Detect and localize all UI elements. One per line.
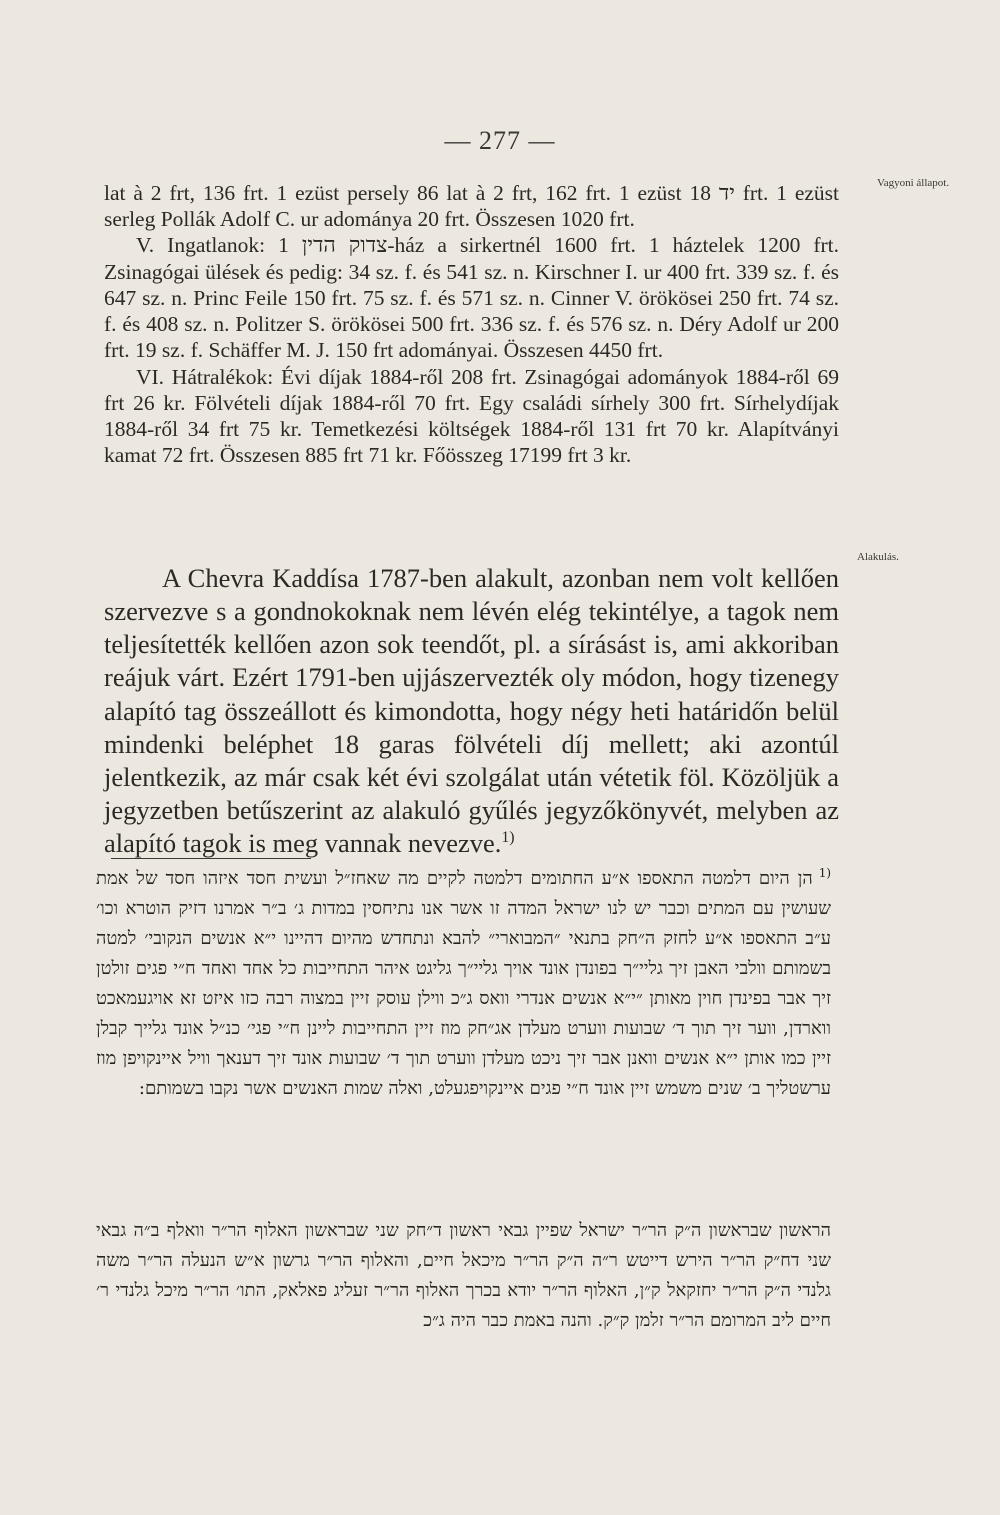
arrears-paragraph: VI. Hátralékok: Évi díjak 1884-ről 208 frt. Zsinagógai adományok 1884-ről 69 frt 26 kr. Fölvételi díjak 1884-ről 70 frt. Egy családi sírhely 300 frt. Sírhelydíjak 1884-ről 34 frt 75 kr. Temetkezési költségek 1884-ről 131 frt 70 kr. Alapítványi kamat 72 frt. Összesen 885 frt 71 kr. Főösszeg 17199 frt 3 kr.: [104, 364, 839, 468]
real-estate-paragraph: V. Ingatlanok: 1 צדוק הדין-ház a sirkertnél 1600 frt. 1 háztelek 1200 frt. Zsinagógai ülések és pedig: 34 sz. f. és 541 sz. n. Kirschner I. ur 400 frt. 339 sz. f. és 647 sz. n. Princ Feile 150 frt. 75 sz. f. és 571 sz. n. Cinner V. örökösei 250 frt. 74 sz. f. és 408 sz. n. Politzer S. örökösei 500 frt. 336 sz. f. és 576 sz. n. Déry Adolf ur 200 frt. 19 sz. f. Schäffer M. J. 150 frt adományai. Összesen 4450 frt.: [104, 233, 840, 363]
founding-section: [104, 562, 839, 860]
founding-text: A Chevra Kaddísa 1787-ben alakult, azonban nem volt kellően szervezve s a gondnokoknak nem lévén elég tekintélye, a tagok nem teljesítették kellően azon sok teendőt, pl. a sírásást is, ami akkoriban reájuk várt. Ezért 1791-ben ujjászervezték oly módon, hogy tizenegy alapító tag összeállott és kimondotta, hogy négy heti határidőn belül mindenki beléphet 18 garas fölvételi díj mellett; aki azontúl jelentkezik, az már csak két évi szolgálat után vétetik föl. Közöljük a jegyzetben betűszerint az alakuló gyűlés jegyzőkönyvét, melyben az alapító tagok is meg vannak nevezve.: [104, 563, 839, 858]
footnote-marker: (1: [818, 866, 832, 880]
inventory-section: [104, 180, 839, 468]
founding-paragraph: [104, 562, 839, 860]
page-number: — 277 —: [444, 126, 556, 155]
inventory-carryover: lat à 2 frt, 136 frt. 1 ezüst persely 86 lat à 2 frt, 162 frt. 1 ezüst יד 18 frt. 1 ezüst serleg Pollák Adolf C. ur adománya 20 frt. Összesen 1020 frt.: [104, 181, 840, 232]
footnote-hebrew-minutes: [96, 864, 831, 1104]
footnote-reference: 1): [501, 829, 515, 847]
footnote-divider: [111, 858, 311, 859]
footnote-hebrew-names: [96, 1216, 831, 1336]
footnote-names-text: הראשון שבראשון ה״ק הר״ר ישראל שפיין גבאי ראשון ד״חק שני שבראשון האלוף הר״ר וואלף ב״ה גבאי שני דח״ק הר״ר הירש דייטש ר״ה ה״ק הר״ר מיכאל חיים, והאלוף הר״ר גרשון א״ש הנעלה הר״ר משה גלנדי ה״ק הר״ר יחזקאל ק״ן, האלוף הר״ר יודא בכרך האלוף הר״ר זעליג פאלאק, התו׳ הר״ר מיכל גלנדי ר׳ חיים ליב המרומם הר״ר זלמן ק״ק. והנה באמת כבר היה ג״כ: [96, 1220, 831, 1331]
footnote-hebrew-text: הן היום דלמטה התאספו א״ע החתומים דלמטה לקיים מה שאחז״ל ועשית חסד איזהו חסד של אמת שעושין עם המתים וכבר יש לנו ישראל המדה זו אשר אנו נתיחסין במדות ג׳ ב״ר אמרנו דזיק הוטרא וכו׳ ע״ב התאספו א״ע לחזק ה״חק בתנאי ״המבוארי״ להבא ונתחדש מהיום דהיינו י״א אנשים הנקובי׳ למטה בשמותם וולבי האבן זיך גליי״ך בפונדן אונד אויך גליי״ך גליגט איהר התחייבות כל אחד ואחד ח״י פגים זולטן זיך אבר בפינדן חוין מאותן ״י״א אנשים אנדרי וואס ג״כ ווילן עוסק זיין במצוה רבה כזו איזט זא אויגעמאכט ווארדן, ווער זיך תוך ד׳ שבועות ווערט מעלדן אג״חק מוז זיין התחייבות ליינן ח״י פגי׳ כנ״ל אונד גלייך קבלן זיין כמו אותן י״א אנשים וואנן אבר זיך ניכט מעלדן ווערט תוך ד׳ שבועות אונד זיך דענאך וויל איינקויפן מוז ערשטליך ב׳ שנים משמש זיין אונד ח״י פגים איינקויפגעלט, ואלה שמות האנשים אשר נקבו בשמותם:: [96, 868, 831, 1099]
margin-note-wealth-status: Vagyoni állapot.: [877, 177, 950, 189]
margin-note-founding: Alakulás.: [857, 551, 899, 563]
